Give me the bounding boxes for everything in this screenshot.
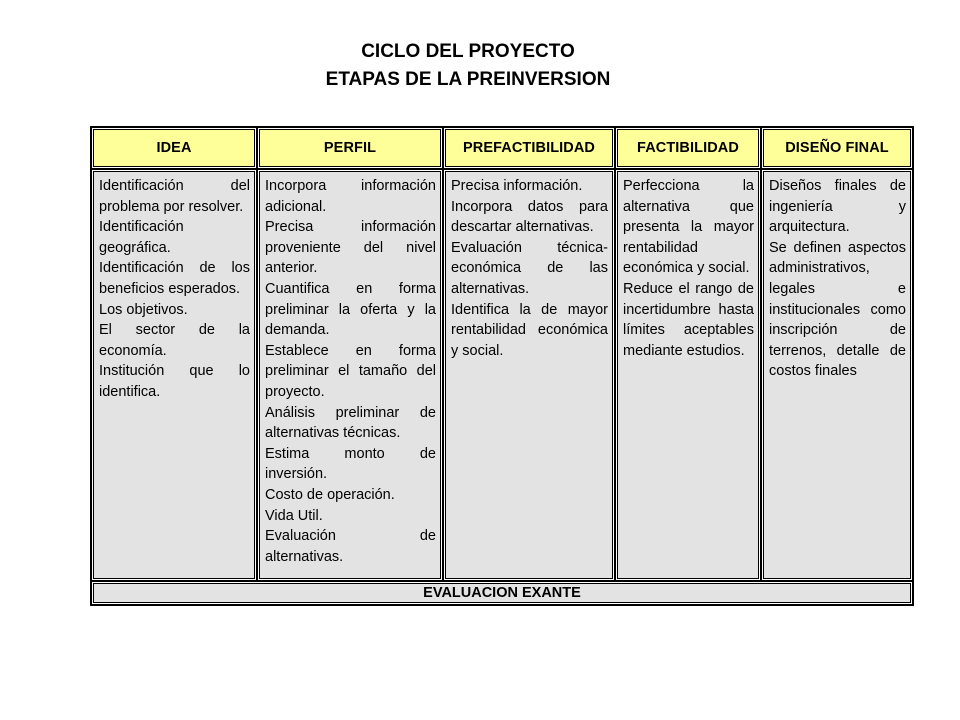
header-label: PREFACTIBILIDAD xyxy=(445,129,613,167)
cell-item: Costo de operación. xyxy=(265,486,395,503)
cell-item: Incorpora datos para descartar alternativas. xyxy=(451,198,608,236)
cell-item: Identificación de los beneficios esperados. xyxy=(99,260,250,297)
cell-item: Identificación geográfica. xyxy=(99,219,184,256)
header-cell-perfil xyxy=(257,127,443,169)
title-line-1: CICLO DEL PROYECTO xyxy=(361,41,575,62)
cell-factibilidad xyxy=(615,169,761,581)
header-row xyxy=(91,127,913,169)
cell-item: Evaluación de alternativas. xyxy=(265,528,436,565)
cell-item: Precisa información proveniente del nivel anterior. xyxy=(265,219,436,277)
cell-item: Vida Util. xyxy=(265,507,323,524)
cell-item: Evaluación técnica-económica de las alternativas. xyxy=(451,239,608,297)
cell-perfil xyxy=(257,169,443,581)
header-label: DISEÑO FINAL xyxy=(763,129,911,167)
header-label: PERFIL xyxy=(259,129,441,167)
cell-prefactibilidad xyxy=(443,169,615,581)
cell-idea xyxy=(91,169,257,581)
cell-item: Institución que lo identifica. xyxy=(99,363,250,400)
preinversion-stages-table xyxy=(90,126,914,606)
cell-item: Los objetivos. xyxy=(99,301,188,318)
cell-item: Análisis preliminar de alternativas técnicas. xyxy=(265,404,436,442)
cell-item: Incorpora información adicional. xyxy=(265,178,436,215)
cell-item: Se definen aspectos administrativos, legales e institucionales como inscripción de terrenos, detalle de costos finales xyxy=(769,239,906,380)
cell-item: Reduce el rango de incertidumbre hasta límites aceptables mediante estudios. xyxy=(623,280,754,359)
cell-item: Estima monto de inversión. xyxy=(265,445,436,483)
header-label: IDEA xyxy=(93,129,255,167)
title-line-2: ETAPAS DE LA PREINVERSION xyxy=(325,69,611,90)
header-cell-idea xyxy=(91,127,257,169)
header-cell-diseno-final xyxy=(761,127,913,169)
body-row xyxy=(91,169,913,581)
header-cell-factibilidad xyxy=(615,127,761,169)
header-label: FACTIBILIDAD xyxy=(617,129,759,167)
footer-cell xyxy=(91,581,913,605)
cell-item: El sector de la economía. xyxy=(99,322,250,359)
cell-item: Diseños finales de ingeniería y arquitectura. xyxy=(769,178,906,236)
cell-item: Establece en forma preliminar el tamaño del proyecto. xyxy=(265,342,436,400)
header-cell-prefactibilidad xyxy=(443,127,615,169)
cell-item: Perfecciona la alternativa que presenta la mayor rentabilidad económica y social. xyxy=(623,178,754,277)
cell-item: Cuantifica en forma preliminar la oferta y la demanda. xyxy=(265,280,436,339)
footer-row xyxy=(91,581,913,605)
cell-diseno-final xyxy=(761,169,913,581)
footer-label: EVALUACION EXANTE xyxy=(93,583,911,603)
cell-item: Identificación del problema por resolver. xyxy=(99,178,250,215)
cell-item: Precisa información. xyxy=(451,178,583,194)
cell-item: Identifica la de mayor rentabilidad económica y social. xyxy=(451,301,608,359)
slide-title xyxy=(0,38,936,94)
